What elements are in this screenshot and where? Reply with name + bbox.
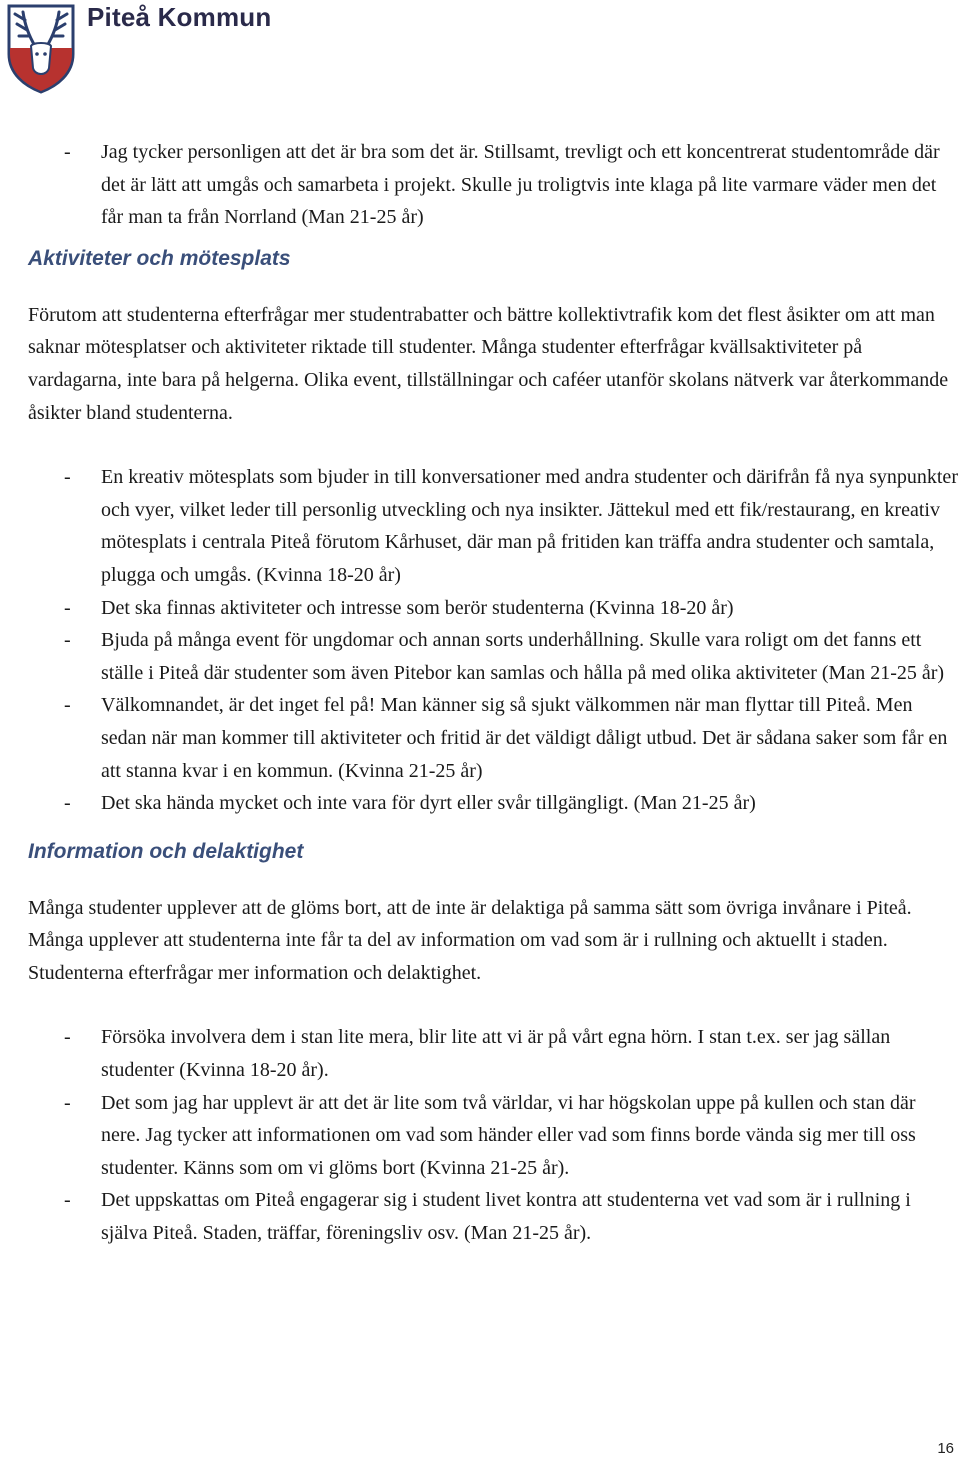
list-item (28, 1184, 958, 1249)
section-paragraph-activities: Förutom att studenterna efterfrågar mer studentrabatter och bättre kollektivtrafik kom det flest åsikter om att man saknar mötesplatser och aktiviteter riktade till studenter. Många studenter efterfrågar kvällsaktiviteter på vardagarna, inte bara på helgerna. Olika event, tillställningar och caféer utanför skolans nätverk var återkommande åsikter bland studenterna. (28, 303, 949, 424)
list-dash: - (64, 1091, 71, 1114)
list-dash: - (64, 629, 71, 652)
list-item (28, 592, 958, 625)
quote-text: Jag tycker personligen att det är bra som det är. Stillsamt, trevligt och ett koncentrerat studentområde där det är lätt att umgås och samarbeta i projekt. Skulle ju troligtvis inte klaga på lite varmare väder men det får man ta från Norrland (Man 21-25 år) (101, 141, 940, 229)
intro-quote-list (28, 136, 958, 234)
quote-text: Det uppskattas om Piteå engagerar sig i student livet kontra att studenterna vet vad som är i rullning i själva Piteå. Staden, träffar, föreningsliv osv. (Man 21-25 år). (101, 1189, 911, 1245)
list-item (28, 689, 958, 787)
quote-text: Det som jag har upplevt är att det är lite som två världar, vi har högskolan uppe på kullen och stan där nere. Jag tycker att informationen om vad som händer eller vad som finns borde vända sig mer till oss studenter. Känns som om vi glöms bort (Kvinna 21-25 år). (101, 1091, 916, 1179)
page-number: 16 (937, 1440, 954, 1457)
list-dash: - (64, 792, 71, 815)
quote-text: En kreativ mötesplats som bjuder in till konversationer med andra studenter och därifrån få nya synpunkter och vyer, vilket leder till personlig utveckling och nya insikter. Jättekul med ett fik/restaurang, en kreativ mötesplats i centrala Piteå förutom Kårhuset, där man på fritiden kan träffa andra studenter och samtala, plugga och umgås. (Kvinna 18-20 år) (101, 466, 958, 586)
document-body (28, 136, 958, 1250)
list-dash: - (64, 694, 71, 717)
list-item (28, 624, 958, 689)
section-heading-information: Information och delaktighet (28, 839, 304, 863)
quote-text: Bjuda på många event för ungdomar och annan sorts underhållning. Skulle vara roligt om det fanns ett ställe i Piteå där studenter som även Pitebor kan samlas och hålla på med olika aktiviteter (Man 21-25 år) (101, 629, 945, 684)
list-item (28, 1087, 958, 1185)
list-item (28, 136, 958, 234)
list-dash: - (64, 1189, 71, 1212)
quote-text: Det ska hända mycket och inte vara för dyrt eller svår tillgängligt. (Man 21-25 år) (101, 792, 756, 815)
quote-text: Välkomnandet, är det inget fel på! Man känner sig så sjukt välkommen när man flyttar till Piteå. Men sedan när man kommer till aktiviteter och fritid är det väldigt dåligt utbud. Det är sådana saker som får en att stanna kvar i en kommun. (Kvinna 21-25 år) (101, 694, 948, 782)
quote-text: Försöka involvera dem i stan lite mera, blir lite att vi är på vårt egna hörn. I stan t.ex. ser jag sällan studenter (Kvinna 18-20 år). (101, 1026, 891, 1082)
quote-text: Det ska finnas aktiviteter och intresse som berör studenterna (Kvinna 18-20 år) (101, 596, 734, 619)
section-heading-activities: Aktiviteter och mötesplats (28, 246, 291, 270)
section-paragraph-information: Många studenter upplever att de glöms bort, att de inte är delaktiga på samma sätt som övriga invånare i Piteå. Många upplever att studenterna inte får ta del av information om vad som är i rullning och aktuellt i staden. Studenterna efterfrågar mer information och delaktighet. (28, 896, 912, 984)
information-quote-list (28, 1021, 958, 1249)
list-item (28, 1021, 958, 1086)
activities-quote-list (28, 461, 958, 820)
list-item (28, 787, 958, 820)
list-item (28, 461, 958, 591)
list-dash: - (64, 1026, 71, 1049)
organization-name: Piteå Kommun (87, 2, 272, 32)
list-dash: - (64, 141, 71, 163)
list-dash: - (64, 596, 71, 619)
list-dash: - (64, 466, 71, 489)
reindeer-coat-of-arms-icon (5, 2, 77, 94)
